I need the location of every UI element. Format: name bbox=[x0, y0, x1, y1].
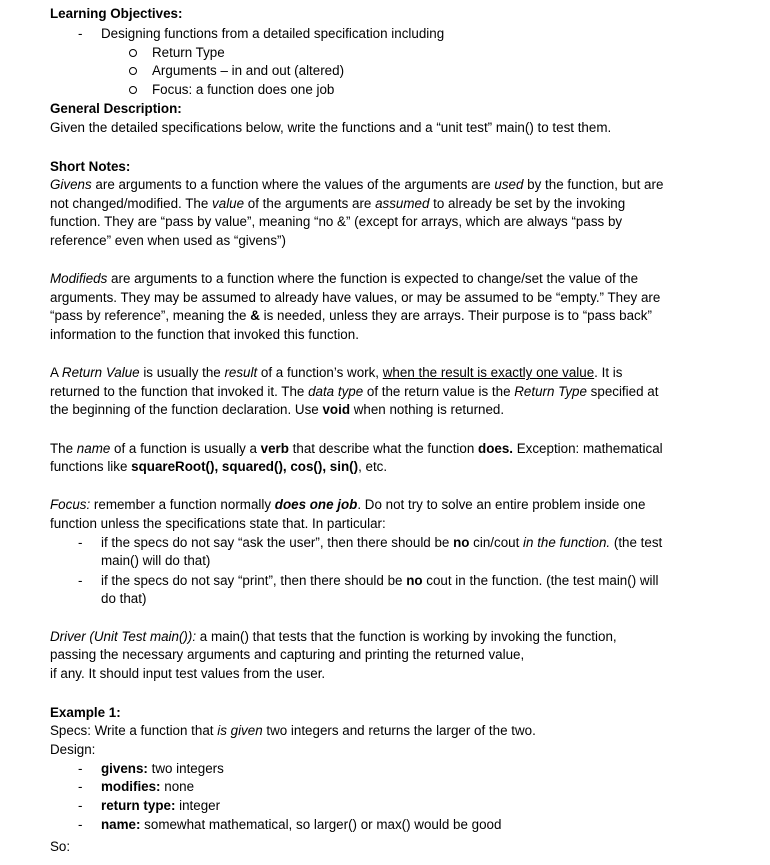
learning-sub-3: Focus: a function does one job bbox=[152, 82, 335, 97]
focus-bullet-1a: if the specs do not say “ask the user”, then there should be no cin/cout in the function. (the test bbox=[101, 535, 663, 550]
circle-bullet-icon bbox=[129, 67, 137, 75]
focus-bullet-2a: if the specs do not say “print”, then there should be no cout in the function. (the test main() will bbox=[101, 573, 659, 588]
design-item-name: name: somewhat mathematical, so larger() or max() would be good bbox=[101, 817, 502, 832]
modifieds-line-4: information to the function that invoked this function. bbox=[50, 327, 359, 342]
givens-line-3: function. They are “pass by value”, meaning “no &” (except for arrays, which are always “pass by bbox=[50, 214, 623, 229]
short-notes-heading: Short Notes: bbox=[50, 159, 131, 174]
design-item-return-type: return type: integer bbox=[101, 798, 221, 813]
example-specs: Specs: Write a function that is given two integers and returns the larger of the two. bbox=[50, 723, 536, 738]
name-line-2: functions like squareRoot(), squared(), cos(), sin(), etc. bbox=[50, 459, 388, 474]
driver-line-1: Driver (Unit Test main()): a main() that tests that the function is working by invoking the function, bbox=[50, 629, 617, 644]
return-value-line-3: the beginning of the function declaration. Use void when nothing is returned. bbox=[50, 402, 505, 417]
learning-objectives-heading: Learning Objectives: bbox=[50, 6, 183, 21]
design-item-modifies: modifies: none bbox=[101, 779, 195, 794]
example-heading: Example 1: bbox=[50, 705, 121, 720]
bullet-dash: - bbox=[78, 535, 83, 550]
bullet-dash: - bbox=[78, 817, 83, 832]
circle-bullet-icon bbox=[129, 49, 137, 57]
bullet-dash: - bbox=[78, 779, 83, 794]
general-description-heading: General Description: bbox=[50, 101, 182, 116]
design-item-givens: givens: two integers bbox=[101, 761, 224, 776]
focus-bullet-1b: main() will do that) bbox=[101, 553, 211, 568]
givens-line-1: Givens are arguments to a function where the values of the arguments are used by the function, but are bbox=[50, 177, 664, 192]
general-description-text: Given the detailed specifications below, write the functions and a “unit test” main() to test them. bbox=[50, 120, 612, 135]
focus-line-2: function unless the specifications state that. In particular: bbox=[50, 516, 386, 531]
focus-line-1: Focus: remember a function normally does one job. Do not try to solve an entire problem inside one bbox=[50, 497, 646, 512]
modifieds-line-2: arguments. They may be assumed to already have values, or may be assumed to be “empty.” They are bbox=[50, 290, 661, 305]
bullet-dash: - bbox=[78, 798, 83, 813]
return-value-line-2: returned to the function that invoked it. The data type of the return value is the Return Type specified at bbox=[50, 384, 659, 399]
learning-sub-1: Return Type bbox=[152, 45, 225, 60]
modifieds-line-1: Modifieds are arguments to a function where the function is expected to change/set the value of the bbox=[50, 271, 639, 286]
learning-sub-2: Arguments – in and out (altered) bbox=[152, 63, 345, 78]
return-value-line-1: A Return Value is usually the result of a function’s work, when the result is exactly one value. It is bbox=[50, 365, 623, 380]
givens-line-4: reference” even when used as “givens”) bbox=[50, 233, 286, 248]
example-design: Design: bbox=[50, 742, 96, 757]
bullet-dash: - bbox=[78, 573, 83, 588]
driver-line-3: if any. It should input test values from the user. bbox=[50, 666, 326, 681]
bullet-dash: - bbox=[78, 761, 83, 776]
circle-bullet-icon bbox=[129, 86, 137, 94]
learning-objective-main: Designing functions from a detailed specification including bbox=[101, 26, 445, 41]
example-so: So: bbox=[50, 839, 71, 854]
modifieds-line-3: “pass by reference”, meaning the & is needed, unless they are arrays. Their purpose is to “pass back” bbox=[50, 308, 652, 323]
givens-line-2: not changed/modified. The value of the arguments are assumed to already be set by the invoking bbox=[50, 196, 626, 211]
bullet-dash: - bbox=[78, 26, 83, 41]
driver-line-2: passing the necessary arguments and capturing and printing the returned value, bbox=[50, 647, 525, 662]
focus-bullet-2b: do that) bbox=[101, 591, 147, 606]
name-line-1: The name of a function is usually a verb that describe what the function does. Exception: mathematical bbox=[50, 441, 663, 456]
